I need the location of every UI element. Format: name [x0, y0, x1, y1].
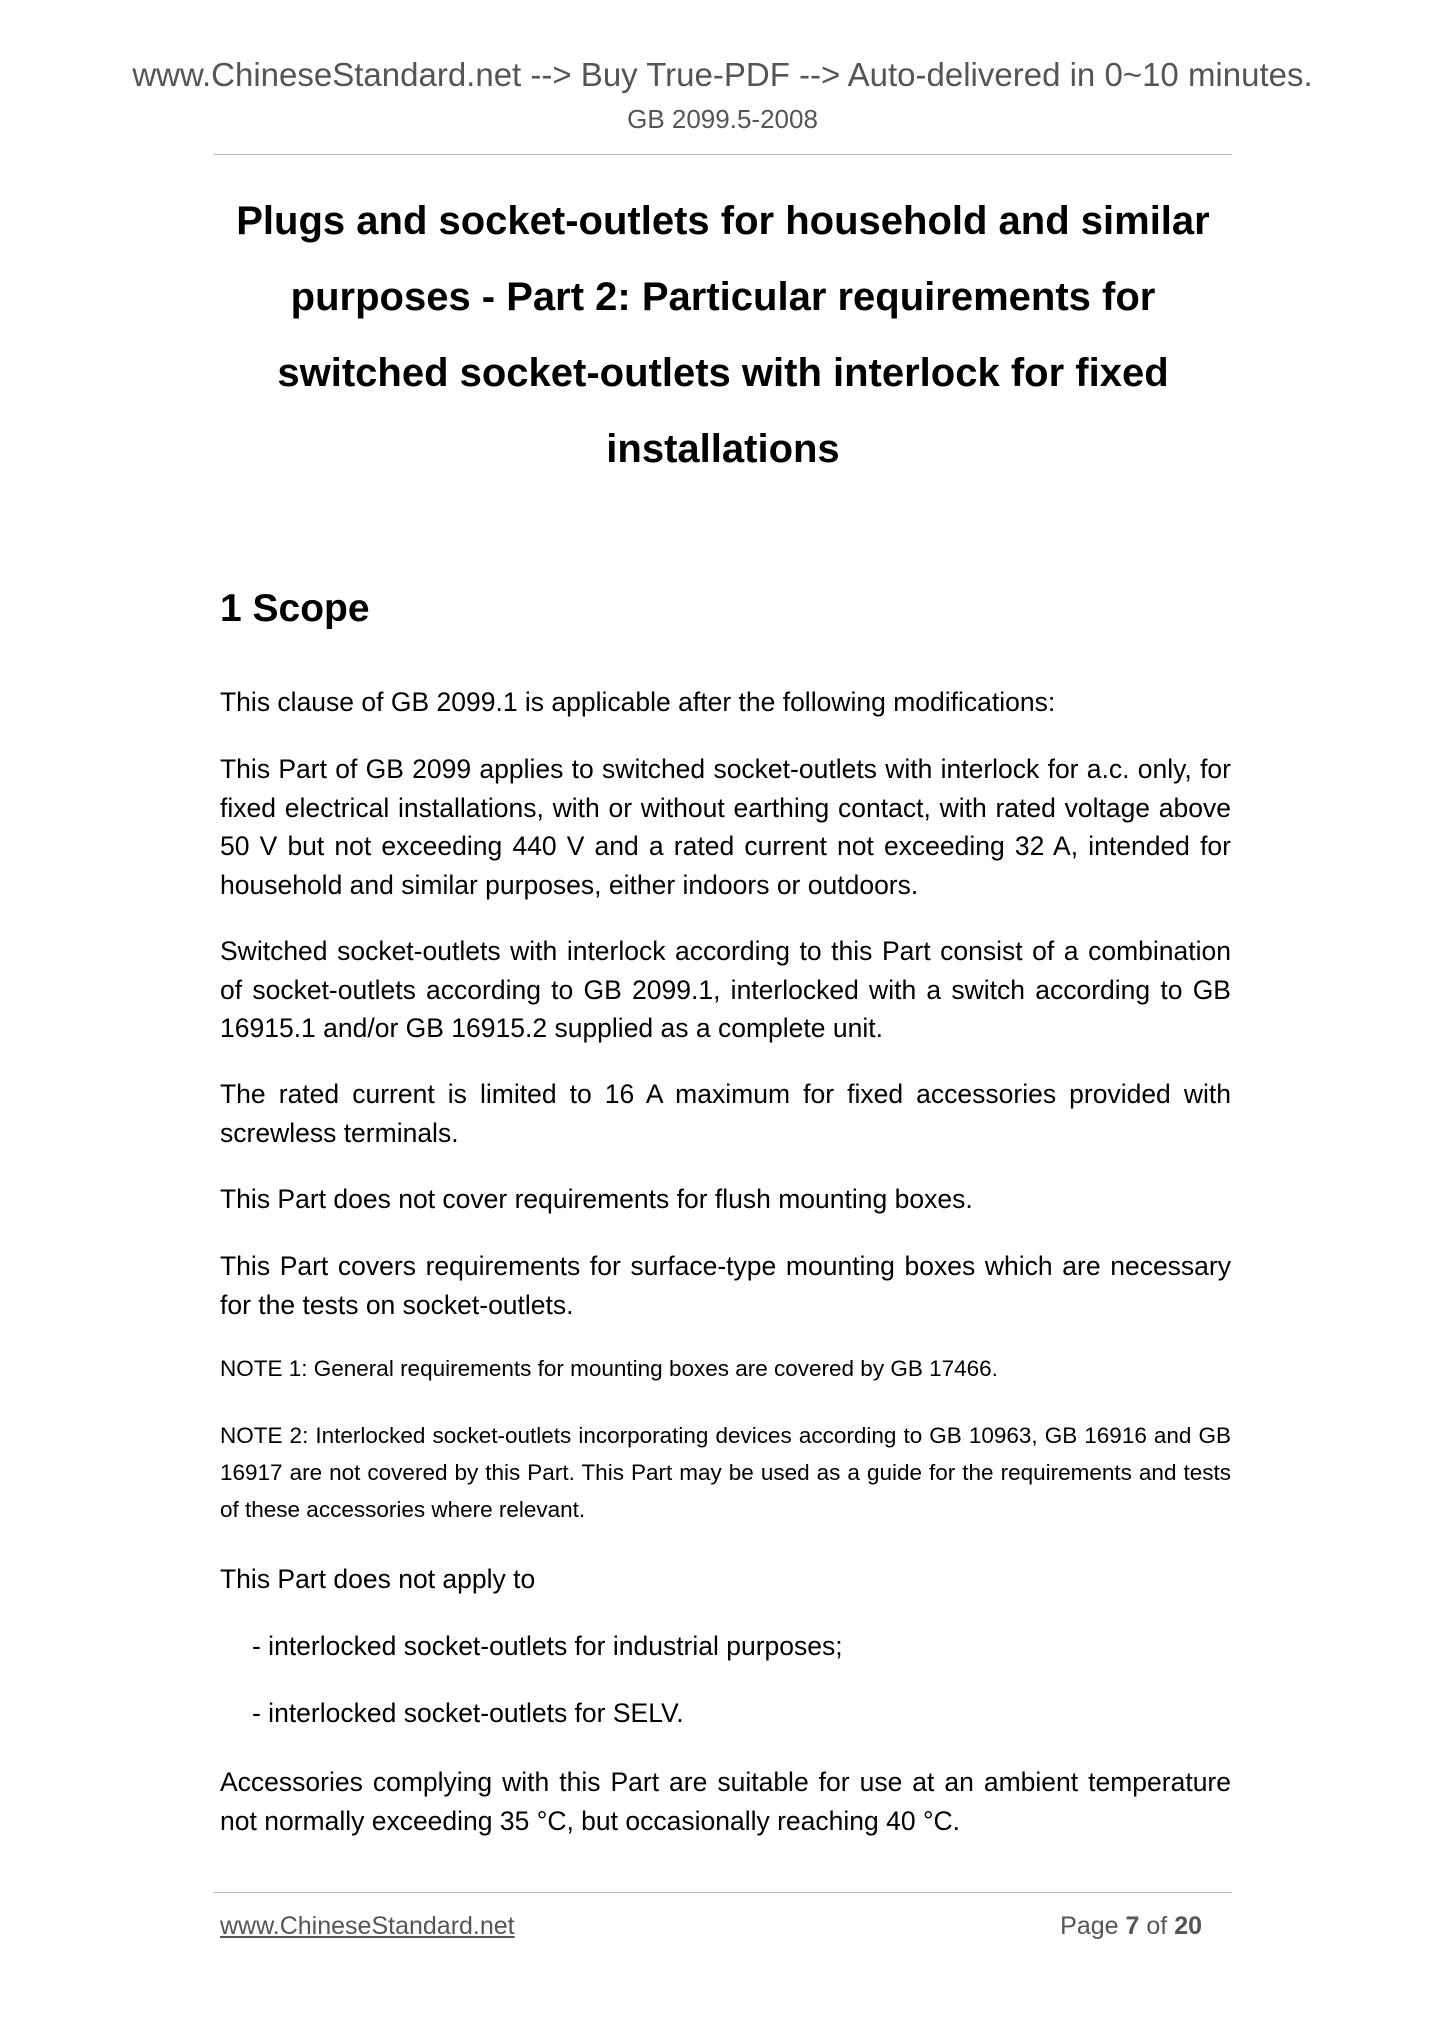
page-of: of — [1146, 1912, 1168, 1940]
section-heading-scope: 1 Scope — [220, 587, 370, 630]
note: NOTE 2: Interlocked socket-outlets incorporating devices according to GB 10963, GB 16916 and GB 16917 are not covered by this Part. This Part may be used as a guide for the requirements and tests of these accessories where relevant. — [220, 1423, 1231, 1522]
paragraph: This Part of GB 2099 applies to switched socket-outlets with interlock for a.c. only, for fixed electrical installations, with or without earthing contact, with rated voltage above 50 V but not exceeding 440 V and a rated current not exceeding 32 A, intended for household and similar purposes, either indoors or outdoors. — [220, 754, 1231, 900]
list-item: - interlocked socket-outlets for SELV. — [252, 1698, 684, 1728]
list-item: - interlocked socket-outlets for industrial purposes; — [252, 1631, 843, 1661]
page-current: 7 — [1125, 1912, 1140, 1940]
footer-website-link[interactable]: www.ChineseStandard.net — [220, 1912, 515, 1940]
paragraph: Accessories complying with this Part are suitable for use at an ambient temperature not normally exceeding 35 °C, but occasionally reaching 40 °C. — [220, 1767, 1231, 1836]
footer-divider — [214, 1892, 1232, 1893]
header-divider — [214, 154, 1232, 155]
title-line: Plugs and socket-outlets for household and similar — [236, 199, 1210, 243]
paragraph: This Part does not apply to — [220, 1564, 536, 1594]
header-banner: www.ChineseStandard.net --> Buy True-PDF --> Auto-delivered in 0~10 minutes. — [132, 56, 1313, 93]
paragraph: The rated current is limited to 16 A maximum for fixed accessories provided with screwless terminals. — [220, 1079, 1231, 1148]
page-number — [1060, 1912, 1202, 1941]
note: NOTE 1: General requirements for mounting boxes are covered by GB 17466. — [220, 1356, 998, 1381]
page-total: 20 — [1174, 1912, 1202, 1940]
paragraph: This clause of GB 2099.1 is applicable after the following modifications: — [220, 687, 1056, 717]
paragraph: This Part covers requirements for surface-type mounting boxes which are necessary for the tests on socket-outlets. — [220, 1251, 1231, 1320]
title-line: installations — [606, 427, 840, 471]
paragraph: Switched socket-outlets with interlock according to this Part consist of a combination of socket-outlets according to GB 2099.1, interlocked with a switch according to GB 16915.1 and/or GB 16915.2 supplied as a complete unit. — [220, 936, 1231, 1043]
title-line: switched socket-outlets with interlock for fixed — [277, 351, 1169, 395]
title-line: purposes - Part 2: Particular requirements for — [290, 275, 1156, 319]
page-prefix: Page — [1060, 1912, 1119, 1940]
paragraph: This Part does not cover requirements for flush mounting boxes. — [220, 1184, 973, 1214]
standard-number: GB 2099.5-2008 — [627, 104, 818, 134]
document-title — [214, 183, 1232, 487]
